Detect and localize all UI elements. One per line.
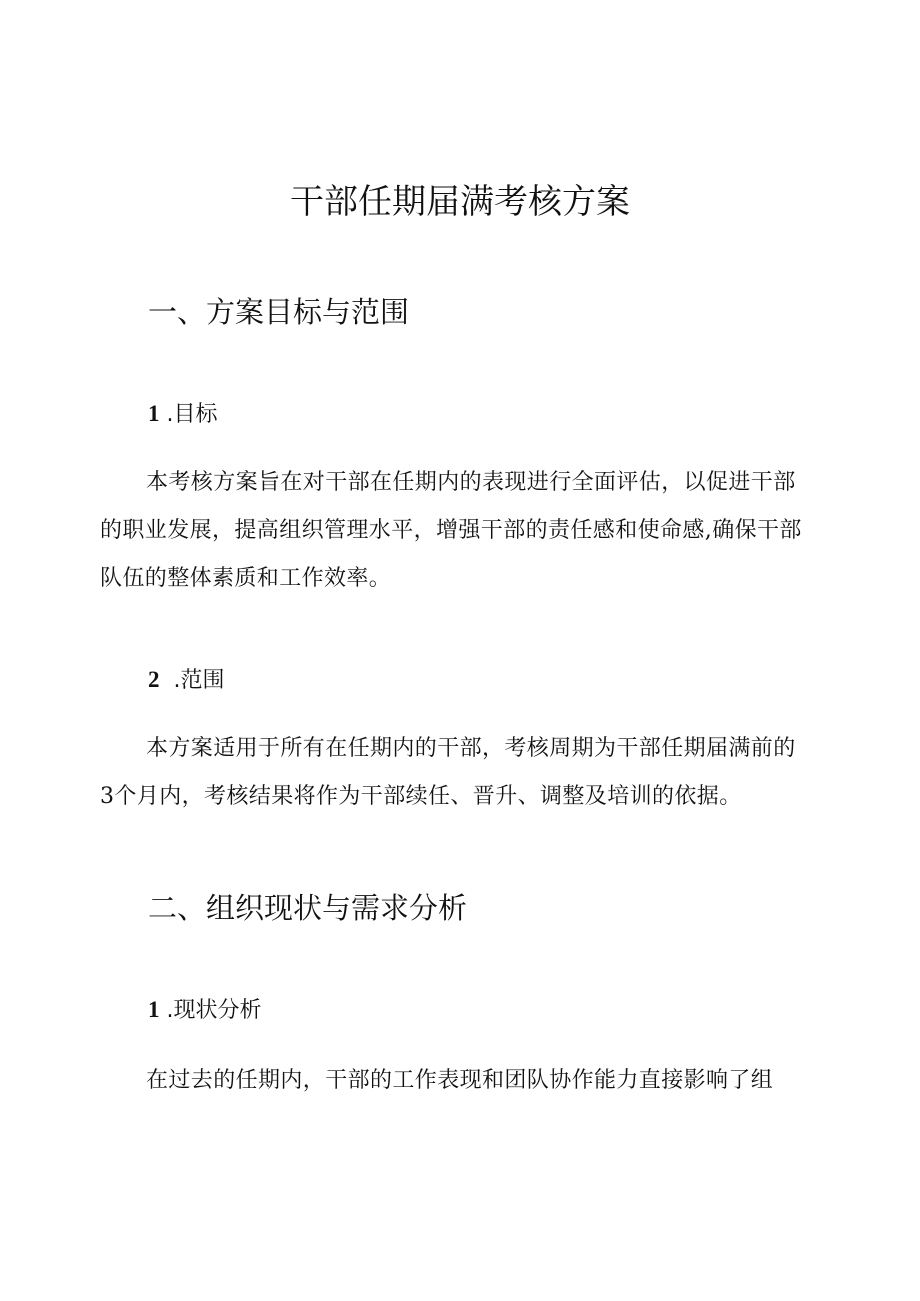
section-heading-1: 一、方案目标与范围 — [148, 295, 410, 329]
paragraph-goal: 本考核方案旨在对干部在任期内的表现进行全面评估，以促进干部的职业发展，提高组织管理水平，增强干部的责任感和使命感,确保干部队伍的整体素质和工作效率。 — [100, 470, 802, 591]
subsection-heading-goal — [148, 398, 218, 431]
subsection-label: .范围 — [173, 668, 225, 693]
subsection-heading-status — [148, 994, 262, 1027]
subsection-label: .现状分析 — [166, 998, 262, 1023]
subsection-number: 1 — [148, 997, 160, 1022]
section-heading-2: 二、组织现状与需求分析 — [148, 891, 468, 925]
paragraph-scope: 本方案适用于所有在任期内的干部，考核周期为干部任期届满前的3个月内，考核结果将作为干部续任、晋升、调整及培训的依据。 — [100, 736, 796, 809]
paragraph-status: 在过去的任期内，干部的工作表现和团队协作能力直接影响了组 — [146, 1068, 774, 1093]
subsection-number: 1 — [148, 401, 160, 426]
document-title: 干部任期届满考核方案 — [290, 182, 630, 222]
subsection-heading-scope — [148, 664, 225, 697]
subsection-label: .目标 — [166, 402, 218, 427]
subsection-number: 2 — [148, 667, 160, 692]
